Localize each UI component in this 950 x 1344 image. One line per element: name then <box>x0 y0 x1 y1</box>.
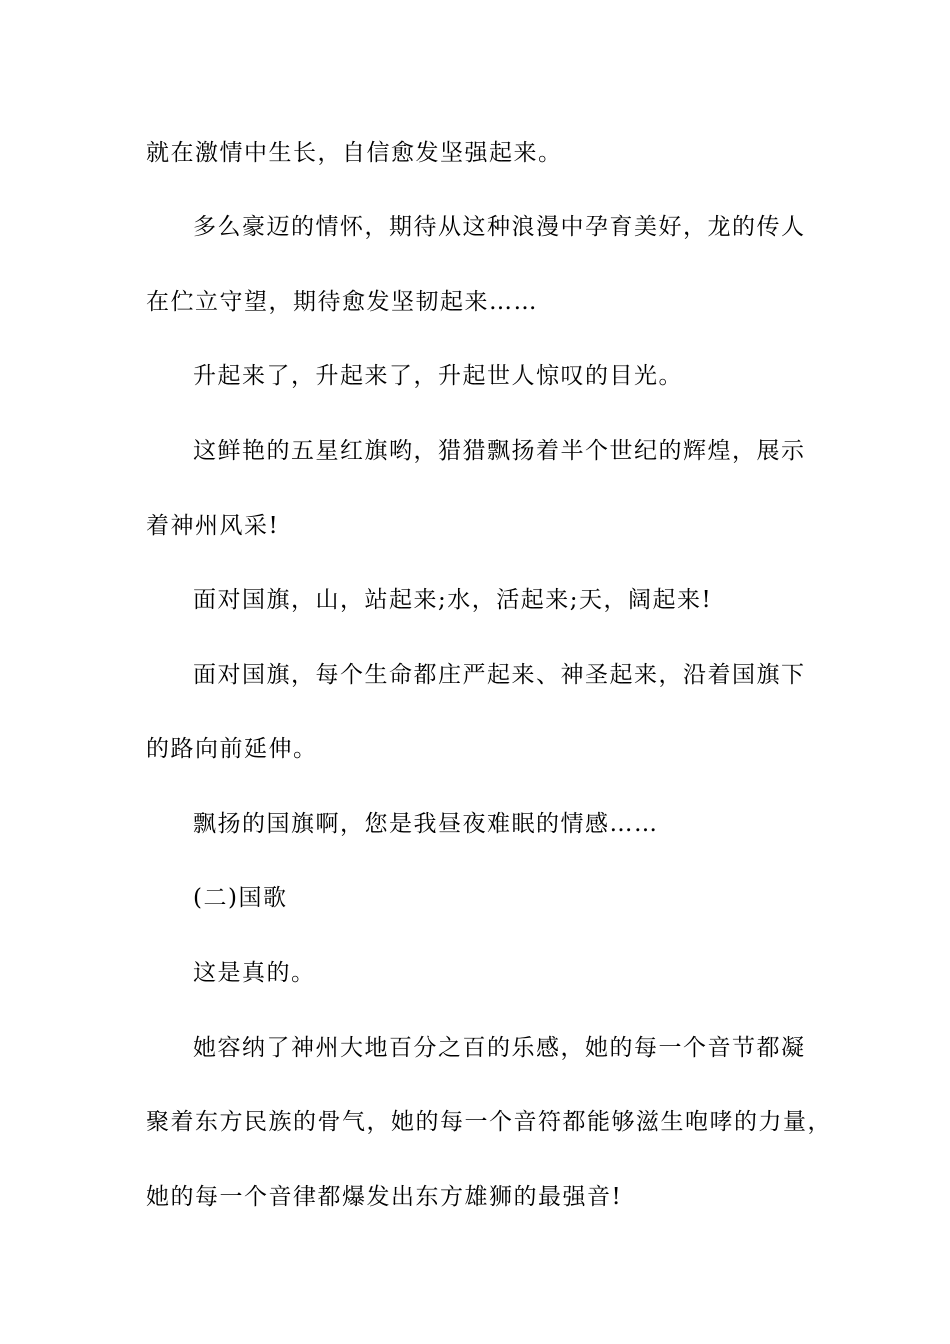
paragraph-first-line: 这是真的。 <box>193 960 316 986</box>
paragraph-first-line: 面对国旗，山，站起来;水，活起来;天，阔起来! <box>193 587 713 613</box>
text-line: 的路向前延伸。 <box>146 736 318 762</box>
paragraph-first-line: 面对国旗，每个生命都庄严起来、神圣起来，沿着国旗下 <box>193 662 806 688</box>
paragraph-first-line: 飘扬的国旗啊，您是我昼夜难眠的情感…… <box>193 811 659 837</box>
paragraph-first-line: 升起来了，升起来了，升起世人惊叹的目光。 <box>193 363 683 389</box>
text-line: 着神州风采! <box>146 513 280 539</box>
text-line: 就在激情中生长，自信愈发坚强起来。 <box>146 140 563 166</box>
paragraph-first-line: 多么豪迈的情怀，期待从这种浪漫中孕育美好，龙的传人 <box>193 214 806 240</box>
text-line: 她的每一个音律都爆发出东方雄狮的最强音! <box>146 1184 623 1210</box>
text-line: 在伫立守望，期待愈发坚韧起来…… <box>146 289 538 315</box>
paragraph-first-line: 这鲜艳的五星红旗哟，猎猎飘扬着半个世纪的辉煌，展示 <box>193 438 806 464</box>
text-line: 聚着东方民族的骨气，她的每一个音符都能够滋生咆哮的力量， <box>146 1109 832 1135</box>
paragraph-first-line: 她容纳了神州大地百分之百的乐感，她的每一个音节都凝 <box>193 1035 806 1061</box>
section-heading: (二)国歌 <box>193 885 288 911</box>
